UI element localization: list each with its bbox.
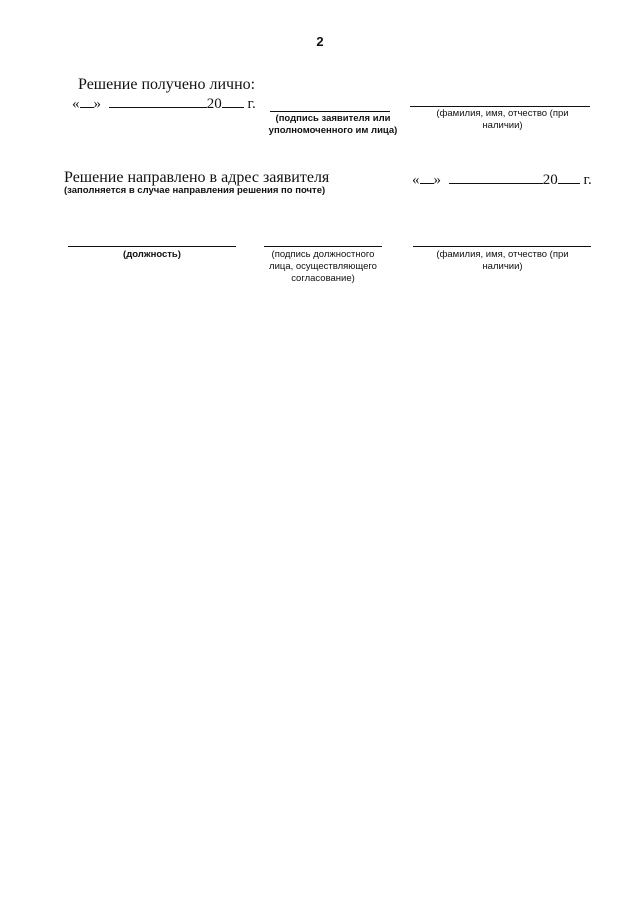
approval-position-caption: (должность): [123, 249, 181, 260]
received-heading: Решение получено лично:: [78, 76, 256, 93]
received-date-open-quote: «: [72, 96, 80, 112]
received-month-blank[interactable]: [109, 94, 207, 108]
sent-note: (заполняется в случае направления решения по почте): [64, 185, 326, 196]
received-name-line[interactable]: [410, 106, 590, 107]
received-year-suffix: г.: [247, 96, 256, 112]
sent-date-field[interactable]: [412, 170, 592, 189]
received-name-caption: (фамилия, имя, отчество (при наличии): [436, 108, 569, 131]
sent-year-prefix: 20: [542, 172, 558, 188]
received-date-field[interactable]: [72, 94, 256, 113]
sent-year-blank[interactable]: [558, 170, 580, 184]
received-date-close-quote: »: [93, 96, 101, 112]
sent-heading: Решение направлено в адрес заявителя: [64, 169, 330, 186]
received-year-blank[interactable]: [222, 94, 244, 108]
approval-name-caption: (фамилия, имя, отчество (при наличии): [436, 249, 569, 272]
received-signature-caption: (подпись заявителя или уполномоченного им лица): [268, 113, 398, 136]
approval-position-line[interactable]: [68, 246, 236, 247]
sent-year-suffix: г.: [583, 172, 592, 188]
received-day-blank[interactable]: [80, 94, 94, 108]
sent-month-blank[interactable]: [449, 170, 543, 184]
approval-signature-line[interactable]: [264, 246, 382, 247]
approval-name-line[interactable]: [413, 246, 591, 247]
received-year-prefix: 20: [206, 96, 222, 112]
sent-date-open-quote: «: [412, 172, 420, 188]
sent-date-close-quote: »: [433, 172, 441, 188]
page-number: 2: [316, 34, 324, 49]
sent-day-blank[interactable]: [420, 170, 434, 184]
received-signature-line[interactable]: [270, 111, 390, 112]
approval-signature-caption: (подпись должностного лица, осуществляющего согласование): [269, 249, 377, 284]
